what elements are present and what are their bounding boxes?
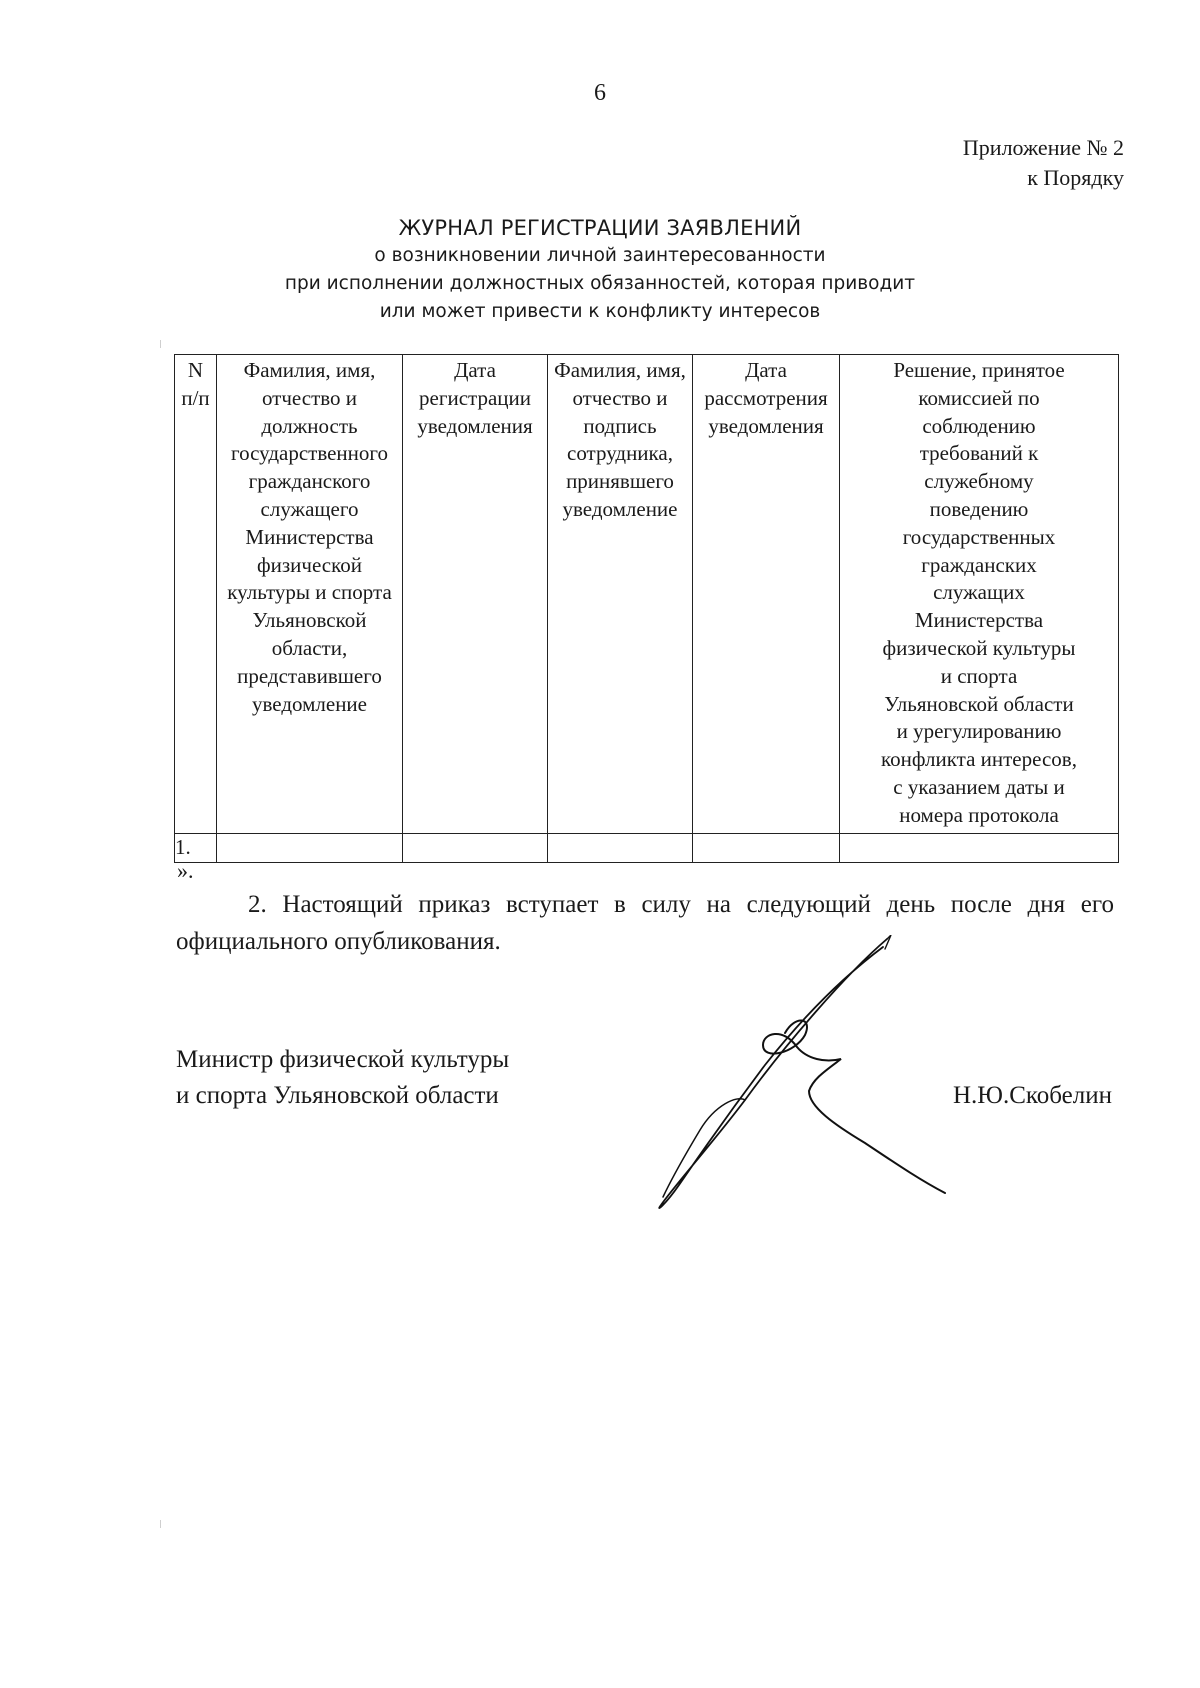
- header-decision: Решение, принятое комиссией по соблюдению требований к служебному поведению государственных гражданских служащих Министерства физической культуры и спорта Ульяновской области и урегулированию конфликта интересов, с указанием даты и номера протокола: [840, 355, 1119, 834]
- signatory-title: [176, 1042, 509, 1114]
- header-employee: Фамилия, имя, отчество и должность государственного гражданского служащего Министерства физической культуры и спорта Ульяновской области, представившего уведомление: [217, 355, 403, 834]
- journal-table: [174, 354, 1119, 863]
- title-sub-2: при исполнении должностных обязанностей, которая приводит: [284, 273, 916, 294]
- appendix-line-1: Приложение № 2: [962, 135, 1124, 160]
- closing-quote: ».: [177, 858, 194, 883]
- margin-mark: [160, 1520, 161, 1528]
- header-review-date: Дата рассмотрения уведомления: [693, 355, 840, 834]
- signatory-name: Н.Ю.Скобелин: [952, 1082, 1112, 1109]
- margin-mark: [160, 340, 161, 348]
- table-cell: [840, 833, 1119, 862]
- appendix-reference: [963, 133, 1124, 193]
- table-cell: [217, 833, 403, 862]
- table-header-row: [175, 355, 1119, 834]
- table-cell: [403, 833, 548, 862]
- handwritten-signature: [645, 935, 965, 1235]
- header-receiver: Фамилия, имя, отчество и подпись сотрудника, принявшего уведомление: [548, 355, 693, 834]
- signatory-title-line-2: и спорта Ульяновской области: [176, 1082, 499, 1109]
- order-paragraph: 2. Настоящий приказ вступает в силу на следующий день после дня его официального опубликования.: [176, 891, 1114, 955]
- table-cell: [548, 833, 693, 862]
- title-sub-1: о возникновении личной заинтересованности: [374, 245, 826, 266]
- signatory-title-line-1: Министр физической культуры: [176, 1046, 510, 1073]
- page-number: 6: [594, 80, 606, 106]
- title-sub-3: или может привести к конфликту интересов: [379, 301, 821, 322]
- table-cell: [693, 833, 840, 862]
- header-registration-date: Дата регистрации уведомления: [403, 355, 548, 834]
- header-number: N п/п: [175, 355, 217, 834]
- table-cell: 1.: [175, 833, 217, 862]
- appendix-line-2: к Порядку: [1027, 165, 1124, 190]
- table-row: [175, 833, 1119, 862]
- document-title: [0, 214, 1200, 326]
- title-main: ЖУРНАЛ РЕГИСТРАЦИИ ЗАЯВЛЕНИЙ: [398, 216, 802, 240]
